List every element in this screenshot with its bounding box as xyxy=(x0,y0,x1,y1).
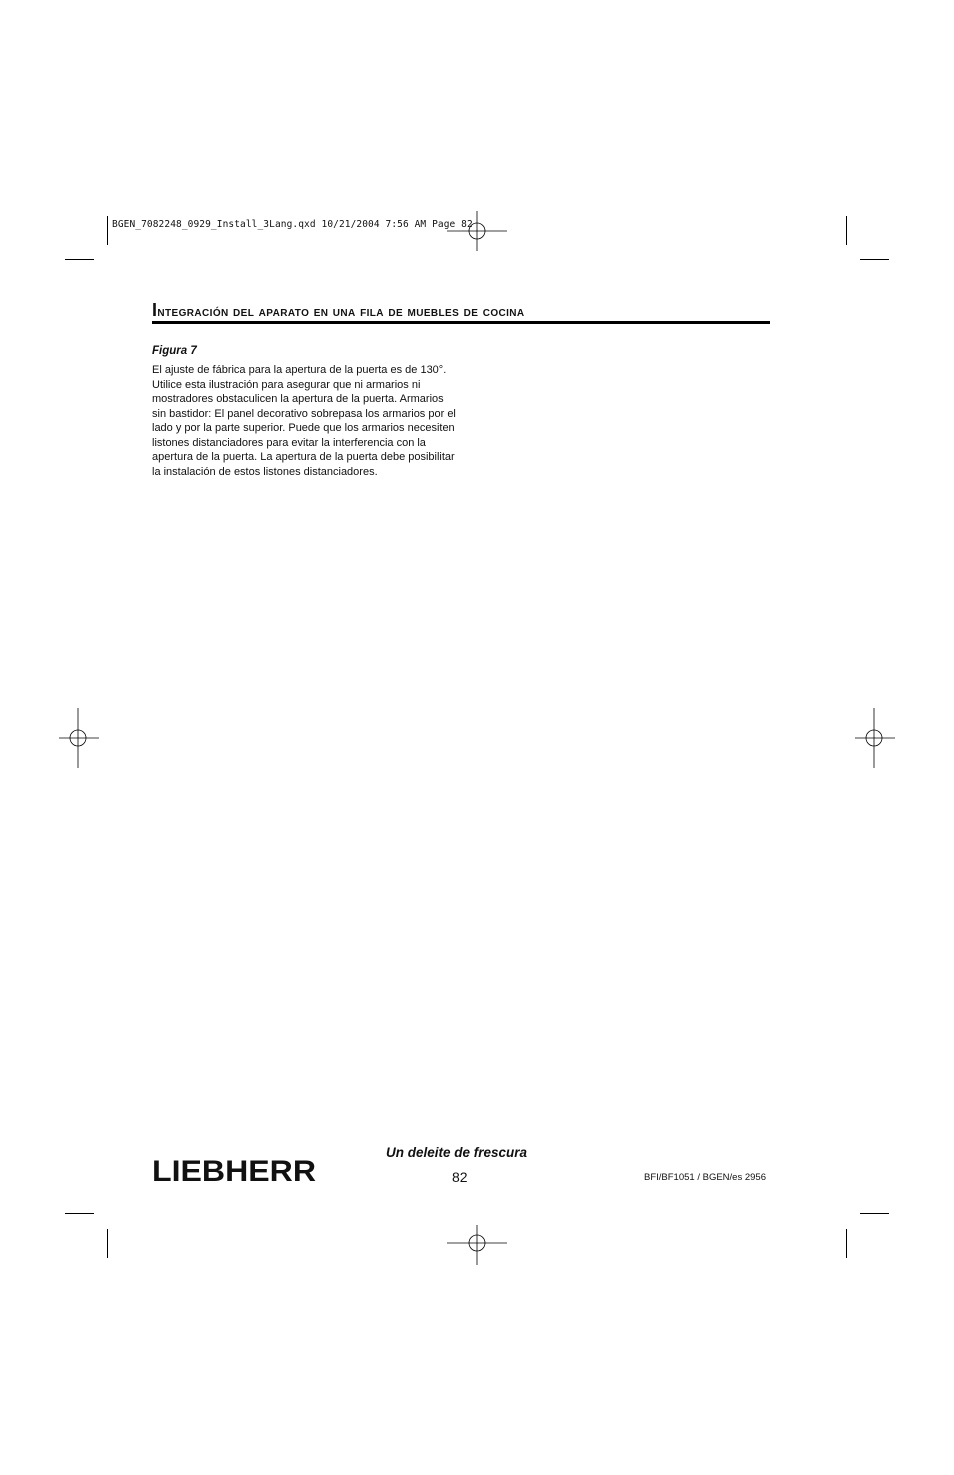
registration-mark-icon xyxy=(447,1225,507,1265)
section-title-rest: ntegración del aparato en una fila de muebles de cocina xyxy=(157,304,525,320)
crop-mark-icon xyxy=(846,216,847,245)
registration-mark-icon xyxy=(447,211,507,251)
registration-mark-icon xyxy=(59,708,99,768)
crop-mark-icon xyxy=(107,216,108,245)
liebherr-logo xyxy=(152,1155,316,1185)
crop-mark-icon xyxy=(65,259,94,260)
figure-description: El ajuste de fábrica para la apertura de la puerta es de 130°. Utilice esta ilustración para asegurar que ni armarios ni mostradores obstaculicen la apertura de la puerta. Armarios sin bastidor: El panel decorativo sobrepasa los armarios por el lado y por la parte superior. Puede que los armarios necesiten listones distanciadores para evitar la interferencia con la apertura de la puerta. La apertura de la puerta debe posibilitar la instalación de estos listones distanciadores. xyxy=(152,364,456,478)
section-title xyxy=(152,300,752,321)
crop-mark-icon xyxy=(860,1213,889,1214)
crop-mark-icon xyxy=(107,1229,108,1258)
registration-mark-icon xyxy=(855,708,895,768)
document-code: BFI/BF1051 / BGEN/es 2956 xyxy=(644,1172,766,1183)
tagline: Un deleite de frescura xyxy=(386,1145,528,1160)
brand-wordmark: LIEBHERR xyxy=(152,1155,316,1185)
title-divider xyxy=(152,321,770,324)
crop-mark-icon xyxy=(846,1229,847,1258)
section-title-initial: I xyxy=(152,300,158,320)
file-slug: BGEN_7082248_0929_Install_3Lang.qxd 10/21/2004 7:56 AM Page 82 xyxy=(112,219,473,230)
crop-mark-icon xyxy=(860,259,889,260)
crop-mark-icon xyxy=(65,1213,94,1214)
figure-label: Figura 7 xyxy=(152,345,197,357)
page-number: 82 xyxy=(452,1169,468,1185)
